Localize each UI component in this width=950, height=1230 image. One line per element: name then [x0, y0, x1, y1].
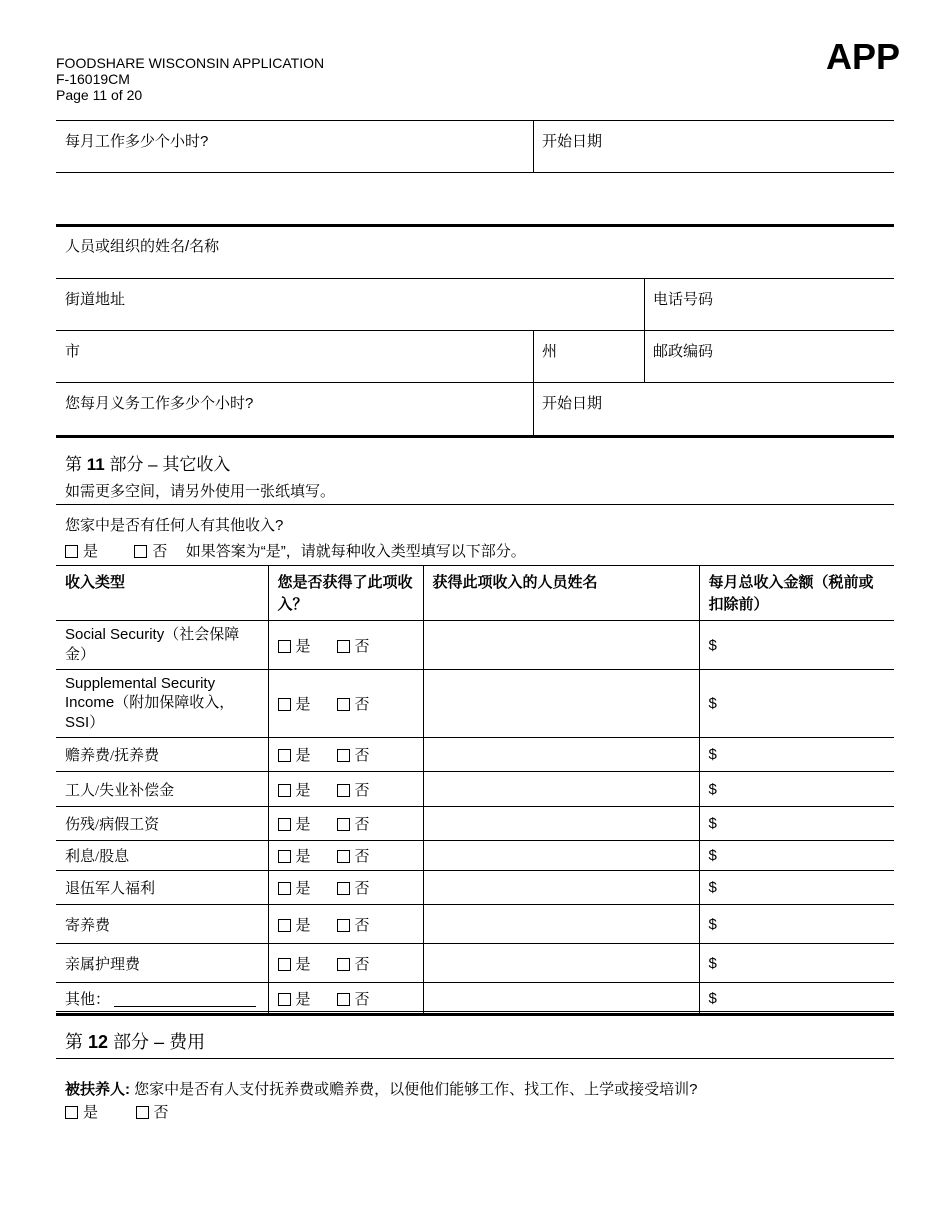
- income-type: 工人/失业补偿金: [56, 772, 268, 807]
- yes-checkbox[interactable]: [278, 749, 291, 762]
- yes-checkbox[interactable]: [278, 640, 291, 653]
- table-row: [56, 944, 894, 983]
- form-title: FOODSHARE WISCONSIN APPLICATION: [56, 55, 325, 71]
- yes-checkbox[interactable]: [278, 993, 291, 1006]
- amount-field[interactable]: $: [699, 944, 894, 983]
- person-name-field[interactable]: [423, 944, 699, 983]
- other-income-yes-checkbox[interactable]: [65, 545, 78, 558]
- no-checkbox[interactable]: [337, 698, 350, 711]
- person-name-field[interactable]: [423, 621, 699, 670]
- table-row: [56, 772, 894, 807]
- work-hours-label: 每月工作多少个小时?: [65, 133, 209, 150]
- zip-label: 邮政编码: [653, 343, 714, 360]
- no-checkbox[interactable]: [337, 818, 350, 831]
- income-type-other: 其他：: [56, 983, 268, 1014]
- col-header-type: 收入类型: [56, 566, 268, 621]
- other-income-instruction: 如果答案为“是”，请就每种收入类型填写以下部分。: [185, 543, 526, 560]
- yes-checkbox[interactable]: [278, 919, 291, 932]
- table-row: [56, 983, 894, 1014]
- received-options: 是 否: [268, 983, 423, 1014]
- section-11-note: 如需更多空间，请另外使用一张纸填写。: [65, 483, 336, 500]
- table-row: [56, 670, 894, 738]
- volunteer-hours-label: 您每月义务工作多少个小时?: [65, 395, 254, 412]
- income-type: 赡养费/抚养费: [56, 738, 268, 772]
- no-checkbox[interactable]: [337, 850, 350, 863]
- state-label: 州: [542, 343, 558, 360]
- yes-checkbox[interactable]: [278, 882, 291, 895]
- other-income-question: 您家中是否有任何人有其他收入?: [65, 517, 284, 534]
- phone-label: 电话号码: [653, 291, 714, 308]
- amount-field[interactable]: $: [699, 807, 894, 841]
- received-options: 是 否: [268, 670, 423, 738]
- form-header: [56, 55, 324, 103]
- yes-checkbox[interactable]: [278, 698, 291, 711]
- received-options: 是 否: [268, 807, 423, 841]
- income-type: 退伍军人福利: [56, 871, 268, 905]
- received-options: 是 否: [268, 944, 423, 983]
- person-name-field[interactable]: [423, 905, 699, 944]
- amount-field[interactable]: $: [699, 670, 894, 738]
- person-name-field[interactable]: [423, 871, 699, 905]
- col-header-received: 您是否获得了此项收入？: [268, 566, 423, 621]
- person-name-field[interactable]: [423, 983, 699, 1014]
- income-type: Social Security（社会保障金）: [56, 621, 268, 670]
- amount-field[interactable]: $: [699, 871, 894, 905]
- no-checkbox[interactable]: [337, 993, 350, 1006]
- city-label: 市: [65, 343, 81, 360]
- amount-field[interactable]: $: [699, 905, 894, 944]
- app-badge: APP: [825, 36, 900, 77]
- col-header-person: 获得此项收入的人员姓名: [423, 566, 699, 621]
- person-name-field[interactable]: [423, 772, 699, 807]
- other-income-answer: 是 否 如果答案为“是”，请就每种收入类型填写以下部分。: [65, 540, 526, 561]
- yes-checkbox[interactable]: [278, 850, 291, 863]
- col-header-amount: 每月总收入金额（税前或扣除前）: [699, 566, 894, 621]
- amount-field[interactable]: $: [699, 772, 894, 807]
- other-income-type-field[interactable]: [114, 992, 256, 1007]
- income-type: 亲属护理费: [56, 944, 268, 983]
- table-row: [56, 621, 894, 670]
- yes-checkbox[interactable]: [278, 958, 291, 971]
- yes-checkbox[interactable]: [278, 784, 291, 797]
- income-type: Supplemental Security Income（附加保障收入，SSI）: [56, 670, 268, 738]
- form-number: F-16019CM: [56, 71, 130, 87]
- received-options: 是 否: [268, 621, 423, 670]
- no-checkbox[interactable]: [337, 958, 350, 971]
- volunteer-name-label: 人员或组织的姓名/名称: [65, 238, 220, 255]
- table-row: [56, 807, 894, 841]
- section-11-title: 第 11 部分 – 其它收入: [65, 455, 231, 474]
- amount-field[interactable]: $: [699, 983, 894, 1014]
- income-type: 寄养费: [56, 905, 268, 944]
- no-checkbox[interactable]: [337, 882, 350, 895]
- person-name-field[interactable]: [423, 670, 699, 738]
- dependent-answer: 是 否: [65, 1101, 169, 1122]
- income-table: [56, 565, 894, 1014]
- no-checkbox[interactable]: [337, 919, 350, 932]
- amount-field[interactable]: $: [699, 621, 894, 670]
- amount-field[interactable]: $: [699, 738, 894, 772]
- no-checkbox[interactable]: [337, 640, 350, 653]
- income-type: 伤残/病假工资: [56, 807, 268, 841]
- table-row: [56, 738, 894, 772]
- table-row: [56, 905, 894, 944]
- person-name-field[interactable]: [423, 807, 699, 841]
- section-12-title: 第 12 部分 – 费用: [65, 1032, 206, 1052]
- dependent-no-checkbox[interactable]: [136, 1106, 149, 1119]
- street-label: 街道地址: [65, 291, 126, 308]
- page-number: Page 11 of 20: [56, 87, 143, 103]
- person-name-field[interactable]: [423, 738, 699, 772]
- table-row: [56, 841, 894, 871]
- no-checkbox[interactable]: [337, 784, 350, 797]
- received-options: 是 否: [268, 841, 423, 871]
- received-options: 是 否: [268, 905, 423, 944]
- table-row: [56, 871, 894, 905]
- dependent-question: 被扶养人: 您家中是否有人支付抚养费或赡养费，以便他们能够工作、找工作、上学或接受培训?: [65, 1081, 698, 1098]
- no-checkbox[interactable]: [337, 749, 350, 762]
- received-options: 是 否: [268, 738, 423, 772]
- received-options: 是 否: [268, 871, 423, 905]
- received-options: 是 否: [268, 772, 423, 807]
- amount-field[interactable]: $: [699, 841, 894, 871]
- dependent-yes-checkbox[interactable]: [65, 1106, 78, 1119]
- volunteer-start-label: 开始日期: [542, 395, 603, 412]
- income-type: 利息/股息: [56, 841, 268, 871]
- yes-checkbox[interactable]: [278, 818, 291, 831]
- person-name-field[interactable]: [423, 841, 699, 871]
- other-income-no-checkbox[interactable]: [134, 545, 147, 558]
- work-start-label: 开始日期: [542, 133, 603, 150]
